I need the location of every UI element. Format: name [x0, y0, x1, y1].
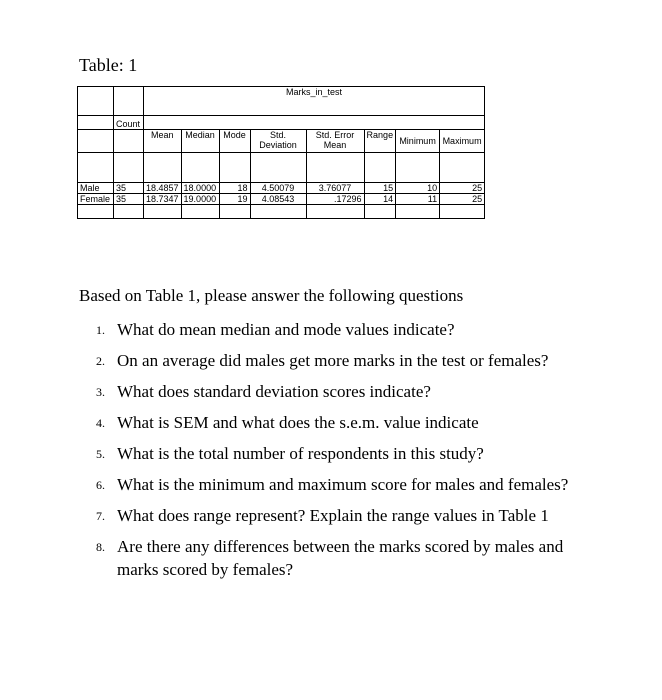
table-row-male	[78, 183, 485, 194]
question-number: 6.	[96, 478, 105, 492]
table-blank-cell	[114, 153, 144, 183]
question-text: What does range represent? Explain the range values in Table 1	[117, 506, 549, 525]
table-blank-cell	[144, 205, 182, 219]
cell-maximum: 25	[440, 183, 485, 194]
table-blank-cell	[396, 153, 440, 183]
cell-mode: 18	[219, 183, 250, 194]
question-number: 8.	[96, 540, 105, 554]
cell-mean: 18.7347	[144, 194, 182, 205]
table-blank-cell	[78, 205, 114, 219]
question-number: 2.	[96, 354, 105, 368]
question-item-2	[96, 349, 576, 372]
cell-median: 18.0000	[181, 183, 219, 194]
question-item-1	[96, 318, 576, 341]
group-header-marks-in-test: Marks_in_test	[144, 87, 485, 116]
table-blank-cell	[181, 153, 219, 183]
table-blank-header-cell	[114, 130, 144, 153]
question-text: Are there any differences between the marks scored by males and marks scored by females?	[117, 537, 564, 579]
header-std-line2: Deviation	[259, 140, 297, 150]
question-text: What is the total number of respondents in this study?	[117, 444, 484, 463]
table-blank-cell	[219, 205, 250, 219]
question-item-4	[96, 411, 576, 434]
question-text: What is the minimum and maximum score for males and females?	[117, 475, 569, 494]
header-count: Count	[114, 116, 144, 130]
table-blank-header-cell	[144, 116, 485, 130]
table-blank-cell	[306, 153, 364, 183]
cell-maximum: 25	[440, 194, 485, 205]
question-number: 1.	[96, 323, 105, 337]
header-median: Median	[181, 130, 219, 153]
header-std-error-mean	[306, 130, 364, 153]
table-blank-cell	[250, 205, 306, 219]
question-list	[96, 318, 576, 589]
cell-std-deviation: 4.08543	[250, 194, 306, 205]
table-blank-cell	[114, 205, 144, 219]
question-number: 4.	[96, 416, 105, 430]
question-item-8	[96, 535, 576, 581]
table-blank-cell	[364, 153, 396, 183]
table-blank-cell	[181, 205, 219, 219]
table-blank-cell	[250, 153, 306, 183]
question-text: On an average did males get more marks in the test or females?	[117, 351, 549, 370]
cell-mode: 19	[219, 194, 250, 205]
header-mean: Mean	[144, 130, 182, 153]
table-blank-cell	[219, 153, 250, 183]
table-corner-cell	[78, 116, 114, 130]
header-sem-line1: Std. Error	[315, 130, 355, 140]
table-blank-cell	[364, 205, 396, 219]
cell-minimum: 11	[396, 194, 440, 205]
table-caption: Table: 1	[79, 55, 138, 75]
header-range: Range	[364, 130, 396, 153]
header-std-line1: Std.	[270, 130, 287, 140]
header-sem-line2: Mean	[323, 140, 347, 150]
table-corner-cell	[78, 130, 114, 153]
instructions-text: Based on Table 1, please answer the following questions	[79, 286, 464, 305]
question-text: What does standard deviation scores indicate?	[117, 382, 431, 401]
table-blank-cell	[440, 153, 485, 183]
cell-std-error-mean: 3.76077	[306, 183, 364, 194]
question-item-5	[96, 442, 576, 465]
table-row-female	[78, 194, 485, 205]
header-std-deviation	[250, 130, 306, 153]
cell-range: 15	[364, 183, 396, 194]
question-item-6	[96, 473, 576, 496]
table-blank-cell	[78, 153, 114, 183]
question-number: 3.	[96, 385, 105, 399]
cell-minimum: 10	[396, 183, 440, 194]
cell-range: 14	[364, 194, 396, 205]
question-text: What is SEM and what does the s.e.m. value indicate	[117, 413, 479, 432]
table-blank-cell	[396, 205, 440, 219]
question-number: 5.	[96, 447, 105, 461]
header-mode: Mode	[219, 130, 250, 153]
row-label: Male	[78, 183, 114, 194]
question-text: What do mean median and mode values indicate?	[117, 320, 455, 339]
header-minimum: Minimum	[396, 130, 440, 153]
row-label: Female	[78, 194, 114, 205]
table-blank-cell	[144, 153, 182, 183]
statistics-table	[77, 86, 485, 219]
table-blank-header-cell	[114, 87, 144, 116]
header-maximum: Maximum	[440, 130, 485, 153]
question-item-7	[96, 504, 576, 527]
table-corner-cell	[78, 87, 114, 116]
table-blank-cell	[306, 205, 364, 219]
question-item-3	[96, 380, 576, 403]
cell-count: 35	[114, 194, 144, 205]
cell-std-deviation: 4.50079	[250, 183, 306, 194]
question-number: 7.	[96, 509, 105, 523]
cell-std-error-mean: .17296	[306, 194, 364, 205]
cell-mean: 18.4857	[144, 183, 182, 194]
cell-median: 19.0000	[181, 194, 219, 205]
cell-count: 35	[114, 183, 144, 194]
table-blank-cell	[440, 205, 485, 219]
